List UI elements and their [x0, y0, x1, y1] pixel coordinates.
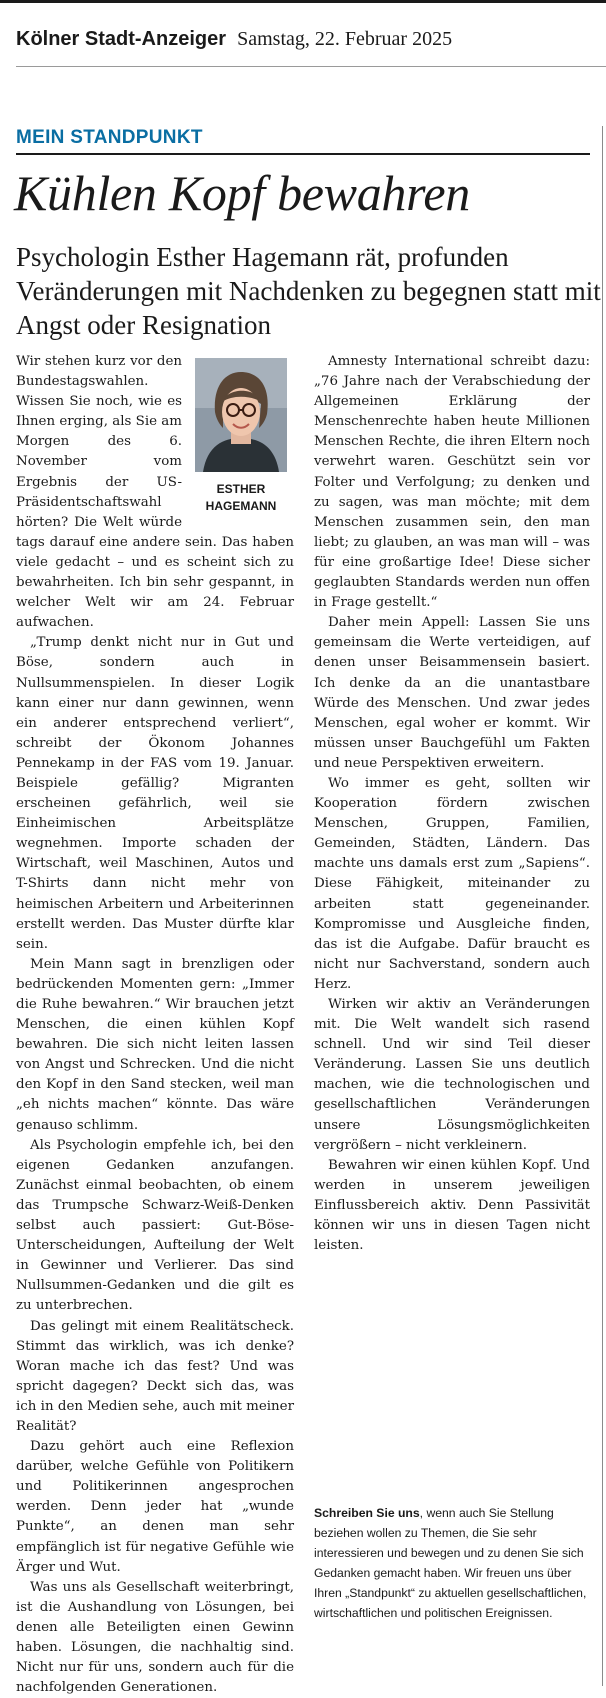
paragraph: Daher mein Appell: Lassen Sie uns gemeinsam die Werte verteidigen, auf denen unser Beisammensein basiert. Ich denke da an die unantastbare Würde des Menschen. Und zwar jedes Menschen, egal woher er kommt. Wir müssen unser Bauchgefühl um Fakten und neue Perspektiven erweitern.	[314, 615, 590, 771]
paragraph: Was uns als Gesellschaft weiterbringt, ist die Aushandlung von Lösungen, bei denen alle Beteiligten einen Gewinn haben. Lösungen, die nachhaltig sind. Nicht nur für uns, sondern auch für die nachfolgenden Generationen.	[16, 1579, 294, 1696]
paragraph: Mein Mann sagt in brenzligen oder bedrückenden Momenten gern: „Immer die Ruhe bewahren.“ Wir brauchen jetzt Menschen, die einen kühlen Kopf bewahren. Die sich nicht leiten lassen von Angst und Schrecken. Und die nicht den Kopf in den Sand stecken, weil man „eh nichts machen“ könnte. Das wäre genauso schlimm.	[16, 956, 294, 1133]
paragraph: Als Psychologin empfehle ich, bei den eigenen Gedanken anzufangen. Zunächst einmal beobachten, ob einem das Trumpsche Schwarz-Weiß-Denken selbst auch passiert: Gut-Böse-Unterscheidungen, Aufteilung der Welt in Gewinner und Verlierer. Das sind Nullsummen-Gedanken und die gilt es zu unterbrechen.	[16, 1137, 294, 1314]
paragraph: Wo immer es geht, sollten wir Kooperation fördern zwischen Menschen, Gruppen, Familien, Gemeinden, Städten, Ländern. Das machte uns damals erst zum „Sapiens“. Diese Fähigkeit, miteinander zu arbeiten statt gegeneinander. Kompromisse und Ausgleiche finden, das ist die Aufgabe. Dafür braucht es nicht nur Sachverstand, sondern auch Herz.	[314, 775, 590, 992]
subheadline: Psychologin Esther Hagemann rät, profunden Veränderungen mit Nachdenken zu begegnen statt mit Angst oder Resignation	[16, 242, 601, 340]
newspaper-name: Kölner Stadt-Anzeiger	[16, 28, 227, 50]
paragraph: „Trump denkt nicht nur in Gut und Böse, sondern auch in Nullsummenspielen. In dieser Logik kann einer nur dann gewinnen, wenn ein anderer entsprechend verliert“, schreibt der Ökonom Johannes Pennekamp in der FAS vom 19. Januar. Beispiele gefällig? Migranten erscheinen gefährlich, weil sie Einheimischen Arbeitsplätze wegnehmen. Importe schaden der Wirtschaft, weil Maschinen, Autos und T-Shirts dann nicht mehr von heimischen Arbeitern und Arbeiterinnen erstellt werden. Das Muster dürfte klar sein.	[16, 635, 294, 952]
author-name: ESTHER HAGEMANN	[205, 482, 277, 514]
top-rule	[0, 0, 606, 3]
issue-date: Samstag, 22. Februar 2025	[237, 28, 453, 50]
reader-submission-note	[314, 1503, 590, 1623]
paragraph: Bewahren wir einen kühlen Kopf. Und werden in unserem jeweiligen Einflussbereich aktiv. Denn Passivität können wir uns in diesen Tagen nicht leisten.	[314, 1157, 590, 1254]
paragraph: Dazu gehört auch eine Reflexion darüber, welche Gefühle von Politikern und Politikerinnen angesprochen werden. Denn jeder hat „wunde Punkte“, an denen man sehr empfänglich ist für negative Gefühle wie Ärger und Wut.	[16, 1439, 294, 1575]
paragraph: Wir stehen kurz vor den Bundestagswahlen. Wissen Sie noch, wie es Ihnen erging, als Sie am Morgen des 6. November vom Ergebnis der US-Präsidentschaftswahl hörten? Die Welt würde tags darauf eine andere sein. Das haben viele gedacht – und es scheint sich zu bewahrheiten. Ich bin sehr gespannt, in welcher Welt wir am 24. Februar aufwachen.	[16, 354, 294, 631]
paragraph: Amnesty International schreibt dazu: „76 Jahre nach der Verabschiedung der Allgemeinen Erklärung der Menschenrechte haben heute Millionen Menschen Rechte, die ihren Eltern noch verwehrt waren. Geschützt sein vor Folter und Verfolgung; zu denken und zu sagen, was man möchte; mit dem Menschen zusammen sein, den man liebt; zu glauben, an was man will – was für eine großartige Idee! Diese sicher geglaubten Standards werden nun offen in Frage gestellt.“	[314, 354, 590, 611]
paragraph: Das gelingt mit einem Realitätscheck. Stimmt das wirklich, was ich denke? Woran mache ich das fest? Und was spricht dagegen? Deckt sich das, was ich in den Medien sehe, auch mit meiner Realität?	[16, 1318, 294, 1434]
section-rule	[16, 153, 590, 155]
paragraph: Wirken wir aktiv an Veränderungen mit. Die Welt wandelt sich rasend schnell. Und wir sind Teil dieser Veränderung. Lassen Sie uns deutlich machen, wie die technologischen und gesellschaftlichen Veränderungen unsere Lösungsmöglichkeiten vergrößern – nicht verkleinern.	[314, 997, 590, 1153]
author-photo	[195, 358, 287, 472]
section-label: MEIN STANDPUNKT	[16, 127, 203, 148]
article-column-right	[314, 352, 590, 1256]
column-rule	[602, 126, 603, 1686]
masthead-rule	[16, 66, 606, 67]
masthead	[16, 28, 452, 51]
note-lead: Schreiben Sie uns	[314, 1506, 420, 1520]
author-box	[188, 358, 294, 515]
note-text: , wenn auch Sie Stellung beziehen wollen zu Themen, die Sie sehr interessieren und bewegen und zu denen Sie sich Gedanken gemacht haben. Wir freuen uns über Ihren „Standpunkt“ zu aktuellen gesellschaftlichen, wirtschaftlichen und politischen Ereignissen.	[314, 1506, 587, 1620]
headline: Kühlen Kopf bewahren	[14, 165, 471, 221]
article-column-left	[16, 352, 294, 1698]
